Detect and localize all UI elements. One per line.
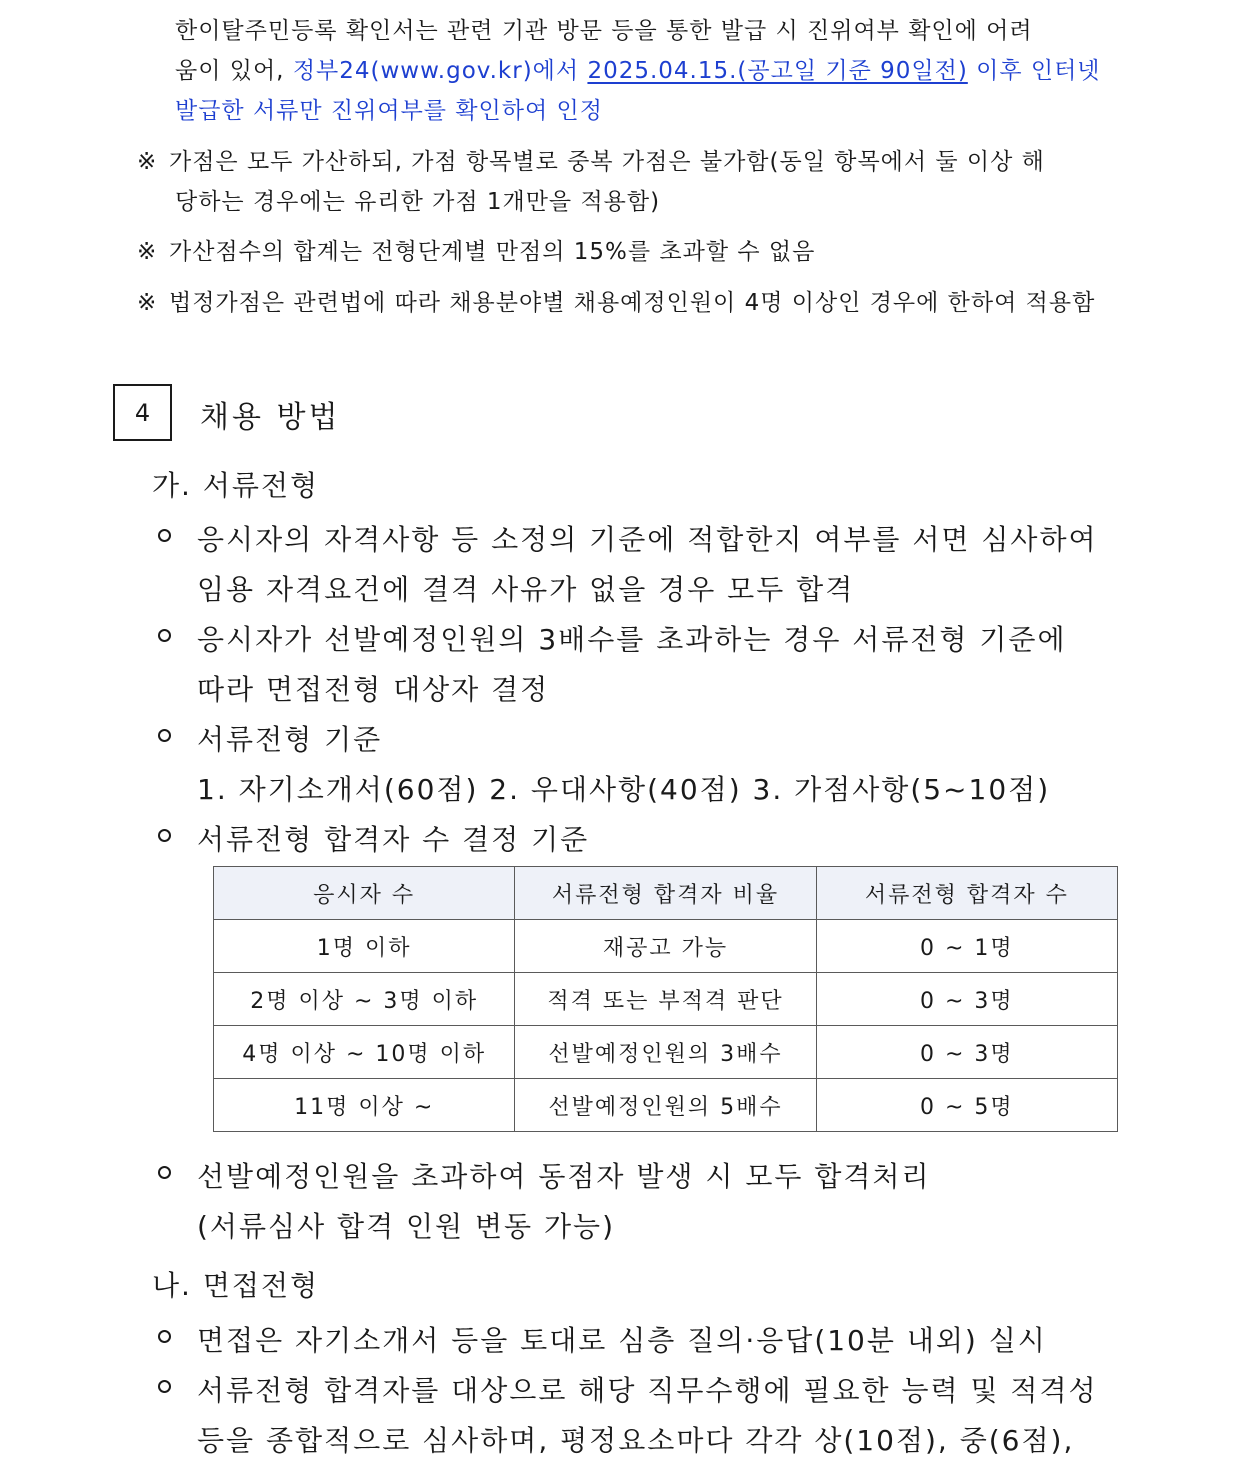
- doc-bullet-5-line-2: (서류심사 합격 인원 변동 가능): [197, 1210, 616, 1243]
- bullet-circle: [158, 829, 171, 842]
- bullet-circle: [158, 529, 171, 542]
- doc-bullet-2-line-1: 응시자가 선발예정인원의 3배수를 초과하는 경우 서류전형 기준에: [197, 623, 1067, 656]
- table-cell: 0 ~ 3명: [816, 973, 1117, 1026]
- bullet-circle: [158, 1380, 171, 1393]
- screening-criteria: 1. 자기소개서(60점) 2. 우대사항(40점) 3. 가점사항(5~10점): [197, 773, 1051, 806]
- table-cell: 2명 이상 ~ 3명 이하: [214, 973, 515, 1026]
- table-row: [214, 1026, 1118, 1079]
- table-cell: 적격 또는 부적격 판단: [515, 973, 816, 1026]
- table-row: [214, 1079, 1118, 1132]
- note-3-text: 법정가점은 관련법에 따라 채용분야별 채용예정인원이 4명 이상인 경우에 한하여 적용함: [169, 290, 1096, 316]
- table-cell: 11명 이상 ~: [214, 1079, 515, 1132]
- issue-date-underlined: 2025.04.15.(공고일 기준 90일전): [587, 58, 968, 84]
- section-number-box: 4: [113, 384, 172, 441]
- doc-bullet-2-line-2: 따라 면접전형 대상자 결정: [197, 673, 550, 706]
- table-cell: 재공고 가능: [515, 920, 816, 973]
- intro-line-2-prefix: 움이 있어,: [175, 58, 293, 84]
- interview-bullet-2-line-2: 등을 종합적으로 심사하며, 평정요소마다 각각 상(10점), 중(6점),: [197, 1424, 1075, 1457]
- table-cell: 1명 이하: [214, 920, 515, 973]
- note-3: [137, 284, 1095, 317]
- intro-line-2: [175, 52, 1101, 85]
- reference-mark: ※: [137, 239, 158, 265]
- note-1-line-2: 당하는 경우에는 유리한 가점 1개만을 적용함): [175, 189, 661, 215]
- bullet-circle: [158, 729, 171, 742]
- subsection-heading-document: 가. 서류전형: [152, 469, 320, 502]
- intro-line-3: 발급한 서류만 진위여부를 확인하여 인정: [175, 98, 603, 124]
- table-row: [214, 920, 1118, 973]
- table-header-cell: 응시자 수: [214, 867, 515, 920]
- intro-line-2-suffix: 이후 인터넷: [967, 58, 1101, 84]
- subsection-heading-interview: 나. 면접전형: [152, 1269, 320, 1302]
- reference-mark: ※: [137, 149, 158, 175]
- interview-bullet-2-line-1: 서류전형 합격자를 대상으로 해당 직무수행에 필요한 능력 및 적격성: [197, 1374, 1098, 1407]
- doc-bullet-1-line-2: 임용 자격요건에 결격 사유가 없을 경우 모두 합격: [197, 573, 855, 606]
- doc-bullet-3: 서류전형 기준: [197, 723, 383, 756]
- table-cell: 선발예정인원의 5배수: [515, 1079, 816, 1132]
- note-1: [137, 143, 1045, 176]
- bullet-circle: [158, 1330, 171, 1343]
- bullet-circle: [158, 629, 171, 642]
- table-header-cell: 서류전형 합격자 비율: [515, 867, 816, 920]
- section-title: 채용 방법: [200, 400, 341, 435]
- interview-bullet-1: 면접은 자기소개서 등을 토대로 심층 질의·응답(10분 내외) 실시: [197, 1324, 1047, 1357]
- table-cell: 선발예정인원의 3배수: [515, 1026, 816, 1079]
- doc-bullet-5-line-1: 선발예정인원을 초과하여 동점자 발생 시 모두 합격처리: [197, 1160, 931, 1193]
- doc-bullet-1-line-1: 응시자의 자격사항 등 소정의 기준에 적합한지 여부를 서면 심사하여: [197, 523, 1098, 556]
- note-2-text: 가산점수의 합계는 전형단계별 만점의 15%를 초과할 수 없음: [169, 239, 816, 265]
- table-header-row: [214, 867, 1118, 920]
- table-cell: 0 ~ 3명: [816, 1026, 1117, 1079]
- table-cell: 0 ~ 1명: [816, 920, 1117, 973]
- table-cell: 0 ~ 5명: [816, 1079, 1117, 1132]
- note-2: [137, 233, 815, 266]
- doc-bullet-4: 서류전형 합격자 수 결정 기준: [197, 823, 590, 856]
- table-cell: 4명 이상 ~ 10명 이하: [214, 1026, 515, 1079]
- bullet-circle: [158, 1166, 171, 1179]
- table-row: [214, 973, 1118, 1026]
- pass-count-table: [213, 866, 1118, 1132]
- reference-mark: ※: [137, 290, 158, 316]
- intro-line-1: 한이탈주민등록 확인서는 관련 기관 방문 등을 통한 발급 시 진위여부 확인에 어려: [175, 18, 1033, 44]
- note-1-line-1: 가점은 모두 가산하되, 가점 항목별로 중복 가점은 불가함(동일 항목에서 둘 이상 해: [169, 149, 1045, 175]
- table-header-cell: 서류전형 합격자 수: [816, 867, 1117, 920]
- gov24-text: 정부24(www.gov.kr)에서: [292, 58, 588, 84]
